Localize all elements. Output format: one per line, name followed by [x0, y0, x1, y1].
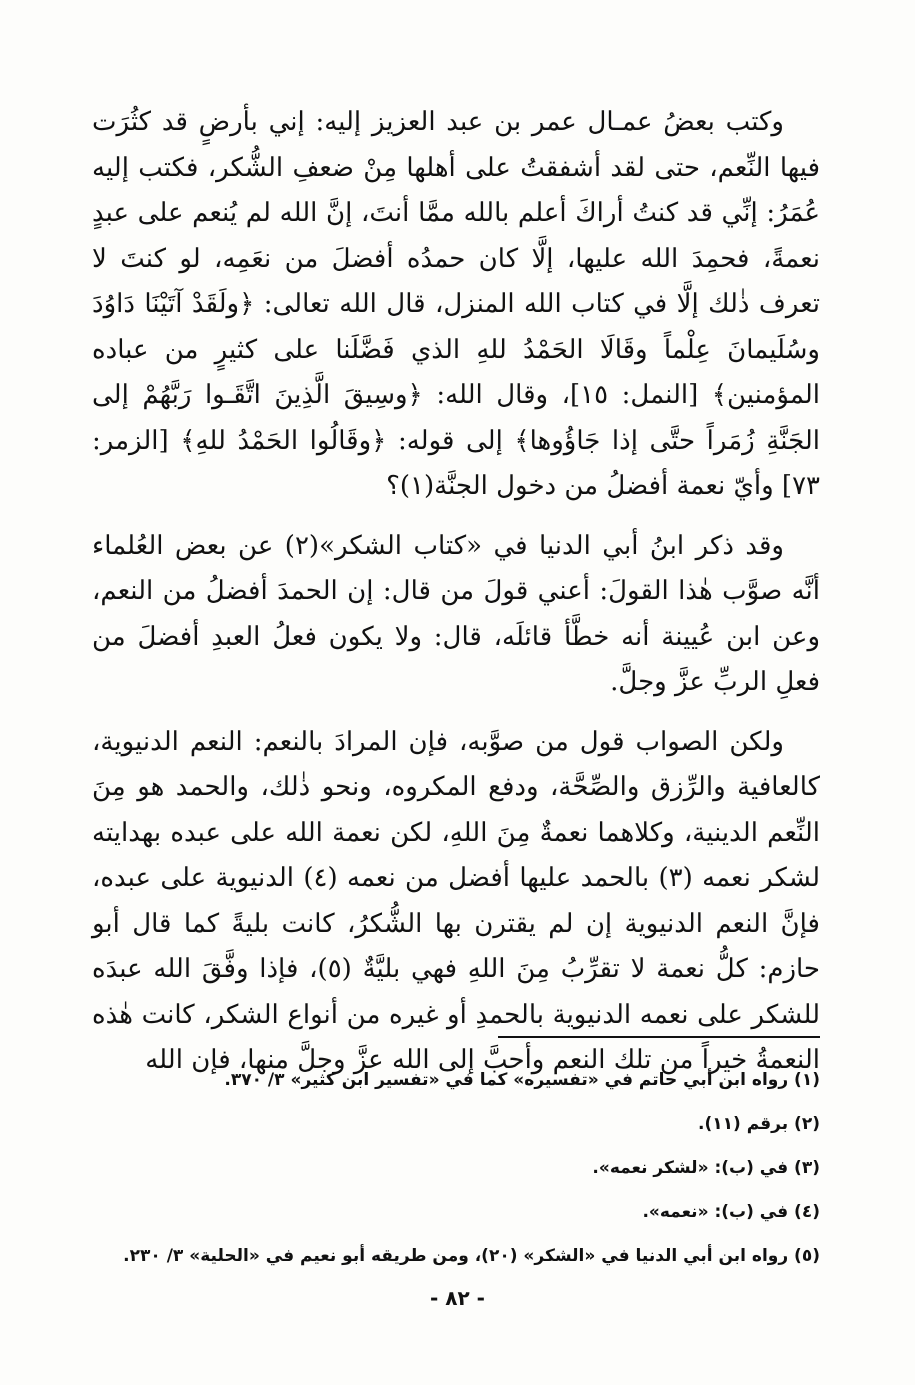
paragraph-3: ولكن الصواب قول من صوَّبه، فإن المرادَ بالنعم: النعم الدنيوية، كالعافية والرِّزق والصِّحَّة، ودفع المكروه، ونحو ذٰلك، والحمد هو مِنَ النِّعم الدينية، وكلاهما نعمةٌ مِنَ اللهِ، لكن نعمة الله على عبده بهدايته لشكر نعمه (٣) بالحمد عليها أفضل من نعمه (٤) الدنيوية على عبده، فإنَّ النعم الدنيوية إن لم يقترن بها الشُّكرُ، كانت بليةً كما قال أبو حازم: كلُّ نعمة لا تقرِّبُ مِنَ اللهِ فهي بليَّةٌ (٥)، فإذا وفَّقَ الله عبدَه للشكر على نعمه الدنيوية بالحمدِ أو غيره من أنواع الشكر، كانت هٰذه النعمةُ خيراً من تلك النعم وأحبَّ إلى الله عزَّ وجلَّ منها، فإن الله	[92, 726, 820, 1075]
footnote-4: (٤) في (ب): «نعمه».	[642, 1202, 820, 1222]
main-text	[92, 100, 820, 1084]
footnote-3: (٣) في (ب): «لشكر نعمه».	[592, 1158, 820, 1178]
paragraph-2: وقد ذكر ابنُ أبي الدنيا في «كتاب الشكر»(٢) عن بعض العُلماء أنَّه صوَّب هٰذا القولَ: أعني قولَ من قال: إن الحمدَ أفضلُ من النعم، وعن ابن عُيينة أنه خطَّأ قائلَه، قال: ولا يكون فعلُ العبدِ أفضلَ من فعلِ الربِّ عزَّ وجلَّ.	[92, 530, 820, 697]
footnote-separator	[498, 1036, 820, 1038]
footnotes	[92, 1058, 820, 1278]
footnote-1: (١) رواه ابن أبي حاتم في «تفسيره» كما في «تفسير ابن كثير» ٣/ ٣٧٠.	[224, 1070, 820, 1090]
footnote-2: (٢) برقم (١١).	[698, 1114, 820, 1134]
page-number: - ٨٢ -	[430, 1286, 485, 1310]
paragraph-1: وكتب بعضُ عمـال عمر بن عبد العزيز إليه: إني بأرضٍ قد كثُرَت فيها النِّعم، حتى لقد أشفقتُ على أهلها مِنْ ضعفِ الشُّكر، فكتب إليه عُمَرُ: إنِّي قد كنتُ أراكَ أعلم بالله ممَّا أنتَ، إنَّ الله لم يُنعم على عبدٍ نعمةً، فحمِدَ الله عليها، إلَّا كان حمدُه أفضلَ من نعَمِه، لو كنتَ لا تعرف ذٰلك إلَّا في كتاب الله المنزل، قال الله تعالى: ﴿ولَقَدْ آتَيْنَا دَاوُدَ وسُلَيمانَ عِلْماً وقَالَا الحَمْدُ للهِ الذي فَضَّلَنا على كثيرٍ من عباده المؤمنين﴾ [النمل: ١٥]، وقال الله: ﴿وسِيقَ الَّذِينَ اتَّقَـوا رَبَّهُمْ إلى الجَنَّةِ زُمَراً حتَّى إذا جَاؤُوها﴾ إلى قوله: ﴿وقَالُوا الحَمْدُ للهِ﴾ [الزمر: ٧٣] وأيّ نعمة أفضلُ من دخول الجنَّة(١)؟	[92, 107, 821, 501]
footnote-5: (٥) رواه ابن أبي الدنيا في «الشكر» (٢٠)، ومن طريقه أبو نعيم في «الحلية» ٣/ ٢٣٠.	[123, 1246, 820, 1266]
